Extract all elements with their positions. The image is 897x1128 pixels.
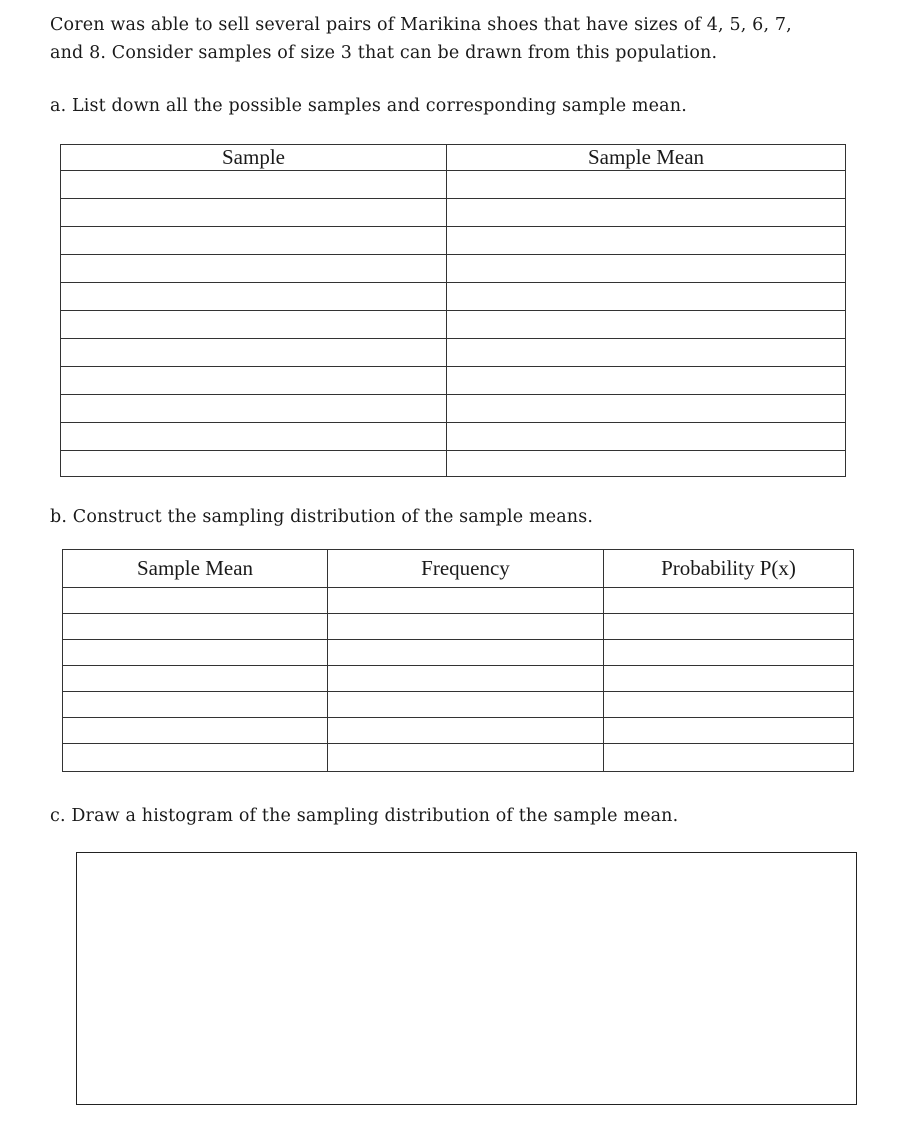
sample-mean-cell[interactable] (447, 423, 846, 451)
sample-cell[interactable] (61, 339, 447, 367)
sample-mean-cell[interactable] (63, 666, 328, 692)
frequency-cell[interactable] (328, 588, 604, 614)
sample-mean-cell[interactable] (447, 255, 846, 283)
sample-mean-cell[interactable] (63, 692, 328, 718)
samples-table (60, 144, 846, 477)
probability-cell[interactable] (604, 588, 854, 614)
table-row (61, 367, 846, 395)
table-row (61, 227, 846, 255)
sample-cell[interactable] (61, 395, 447, 423)
table-row (63, 640, 854, 666)
col-header-frequency: Frequency (328, 550, 604, 588)
part-c-prompt: c. Draw a histogram of the sampling distribution of the sample mean. (50, 806, 679, 826)
sample-cell[interactable] (61, 423, 447, 451)
part-a-prompt: a. List down all the possible samples and corresponding sample mean. (50, 96, 687, 116)
sample-cell[interactable] (61, 199, 447, 227)
sample-mean-cell[interactable] (447, 283, 846, 311)
sampling-distribution-table (62, 549, 854, 772)
sample-mean-cell[interactable] (447, 227, 846, 255)
col-header-probability: Probability P(x) (604, 550, 854, 588)
frequency-cell[interactable] (328, 744, 604, 772)
probability-cell[interactable] (604, 718, 854, 744)
sample-mean-cell[interactable] (447, 171, 846, 199)
probability-cell[interactable] (604, 640, 854, 666)
probability-cell[interactable] (604, 666, 854, 692)
sample-mean-cell[interactable] (447, 311, 846, 339)
table-row (61, 451, 846, 477)
probability-cell[interactable] (604, 744, 854, 772)
sample-cell[interactable] (61, 171, 447, 199)
histogram-drawing-area[interactable] (76, 852, 857, 1105)
table-row (63, 692, 854, 718)
sample-cell[interactable] (61, 311, 447, 339)
samples-table-header (61, 145, 846, 171)
sample-cell[interactable] (61, 451, 447, 477)
distribution-table-header (63, 550, 854, 588)
sample-mean-cell[interactable] (447, 367, 846, 395)
table-row (63, 718, 854, 744)
problem-line-1: Coren was able to sell several pairs of Marikina shoes that have sizes of 4, 5, 6, 7, (50, 15, 792, 35)
sample-cell[interactable] (61, 227, 447, 255)
sample-cell[interactable] (61, 367, 447, 395)
sample-mean-cell[interactable] (63, 744, 328, 772)
table-row (63, 588, 854, 614)
sample-mean-cell[interactable] (63, 640, 328, 666)
frequency-cell[interactable] (328, 640, 604, 666)
frequency-cell[interactable] (328, 692, 604, 718)
table-row (61, 255, 846, 283)
sample-mean-cell[interactable] (447, 395, 846, 423)
sample-mean-cell[interactable] (63, 588, 328, 614)
sample-mean-cell[interactable] (447, 199, 846, 227)
col-header-sample-mean: Sample Mean (447, 145, 846, 171)
table-row (61, 171, 846, 199)
part-b-prompt: b. Construct the sampling distribution of the sample means. (50, 507, 594, 527)
table-row (61, 423, 846, 451)
sample-mean-cell[interactable] (447, 451, 846, 477)
frequency-cell[interactable] (328, 718, 604, 744)
problem-line-2: and 8. Consider samples of size 3 that can be drawn from this population. (50, 43, 718, 63)
sample-cell[interactable] (61, 283, 447, 311)
table-row (63, 614, 854, 640)
table-row (63, 744, 854, 772)
table-row (61, 283, 846, 311)
sample-cell[interactable] (61, 255, 447, 283)
table-row (61, 339, 846, 367)
frequency-cell[interactable] (328, 614, 604, 640)
sample-mean-cell[interactable] (63, 718, 328, 744)
sample-mean-cell[interactable] (447, 339, 846, 367)
table-row (61, 311, 846, 339)
table-row (61, 199, 846, 227)
table-row (61, 395, 846, 423)
probability-cell[interactable] (604, 614, 854, 640)
frequency-cell[interactable] (328, 666, 604, 692)
problem-statement (50, 11, 792, 67)
sample-mean-cell[interactable] (63, 614, 328, 640)
table-row (63, 666, 854, 692)
probability-cell[interactable] (604, 692, 854, 718)
col-header-sample: Sample (61, 145, 447, 171)
col-header-sample-mean: Sample Mean (63, 550, 328, 588)
